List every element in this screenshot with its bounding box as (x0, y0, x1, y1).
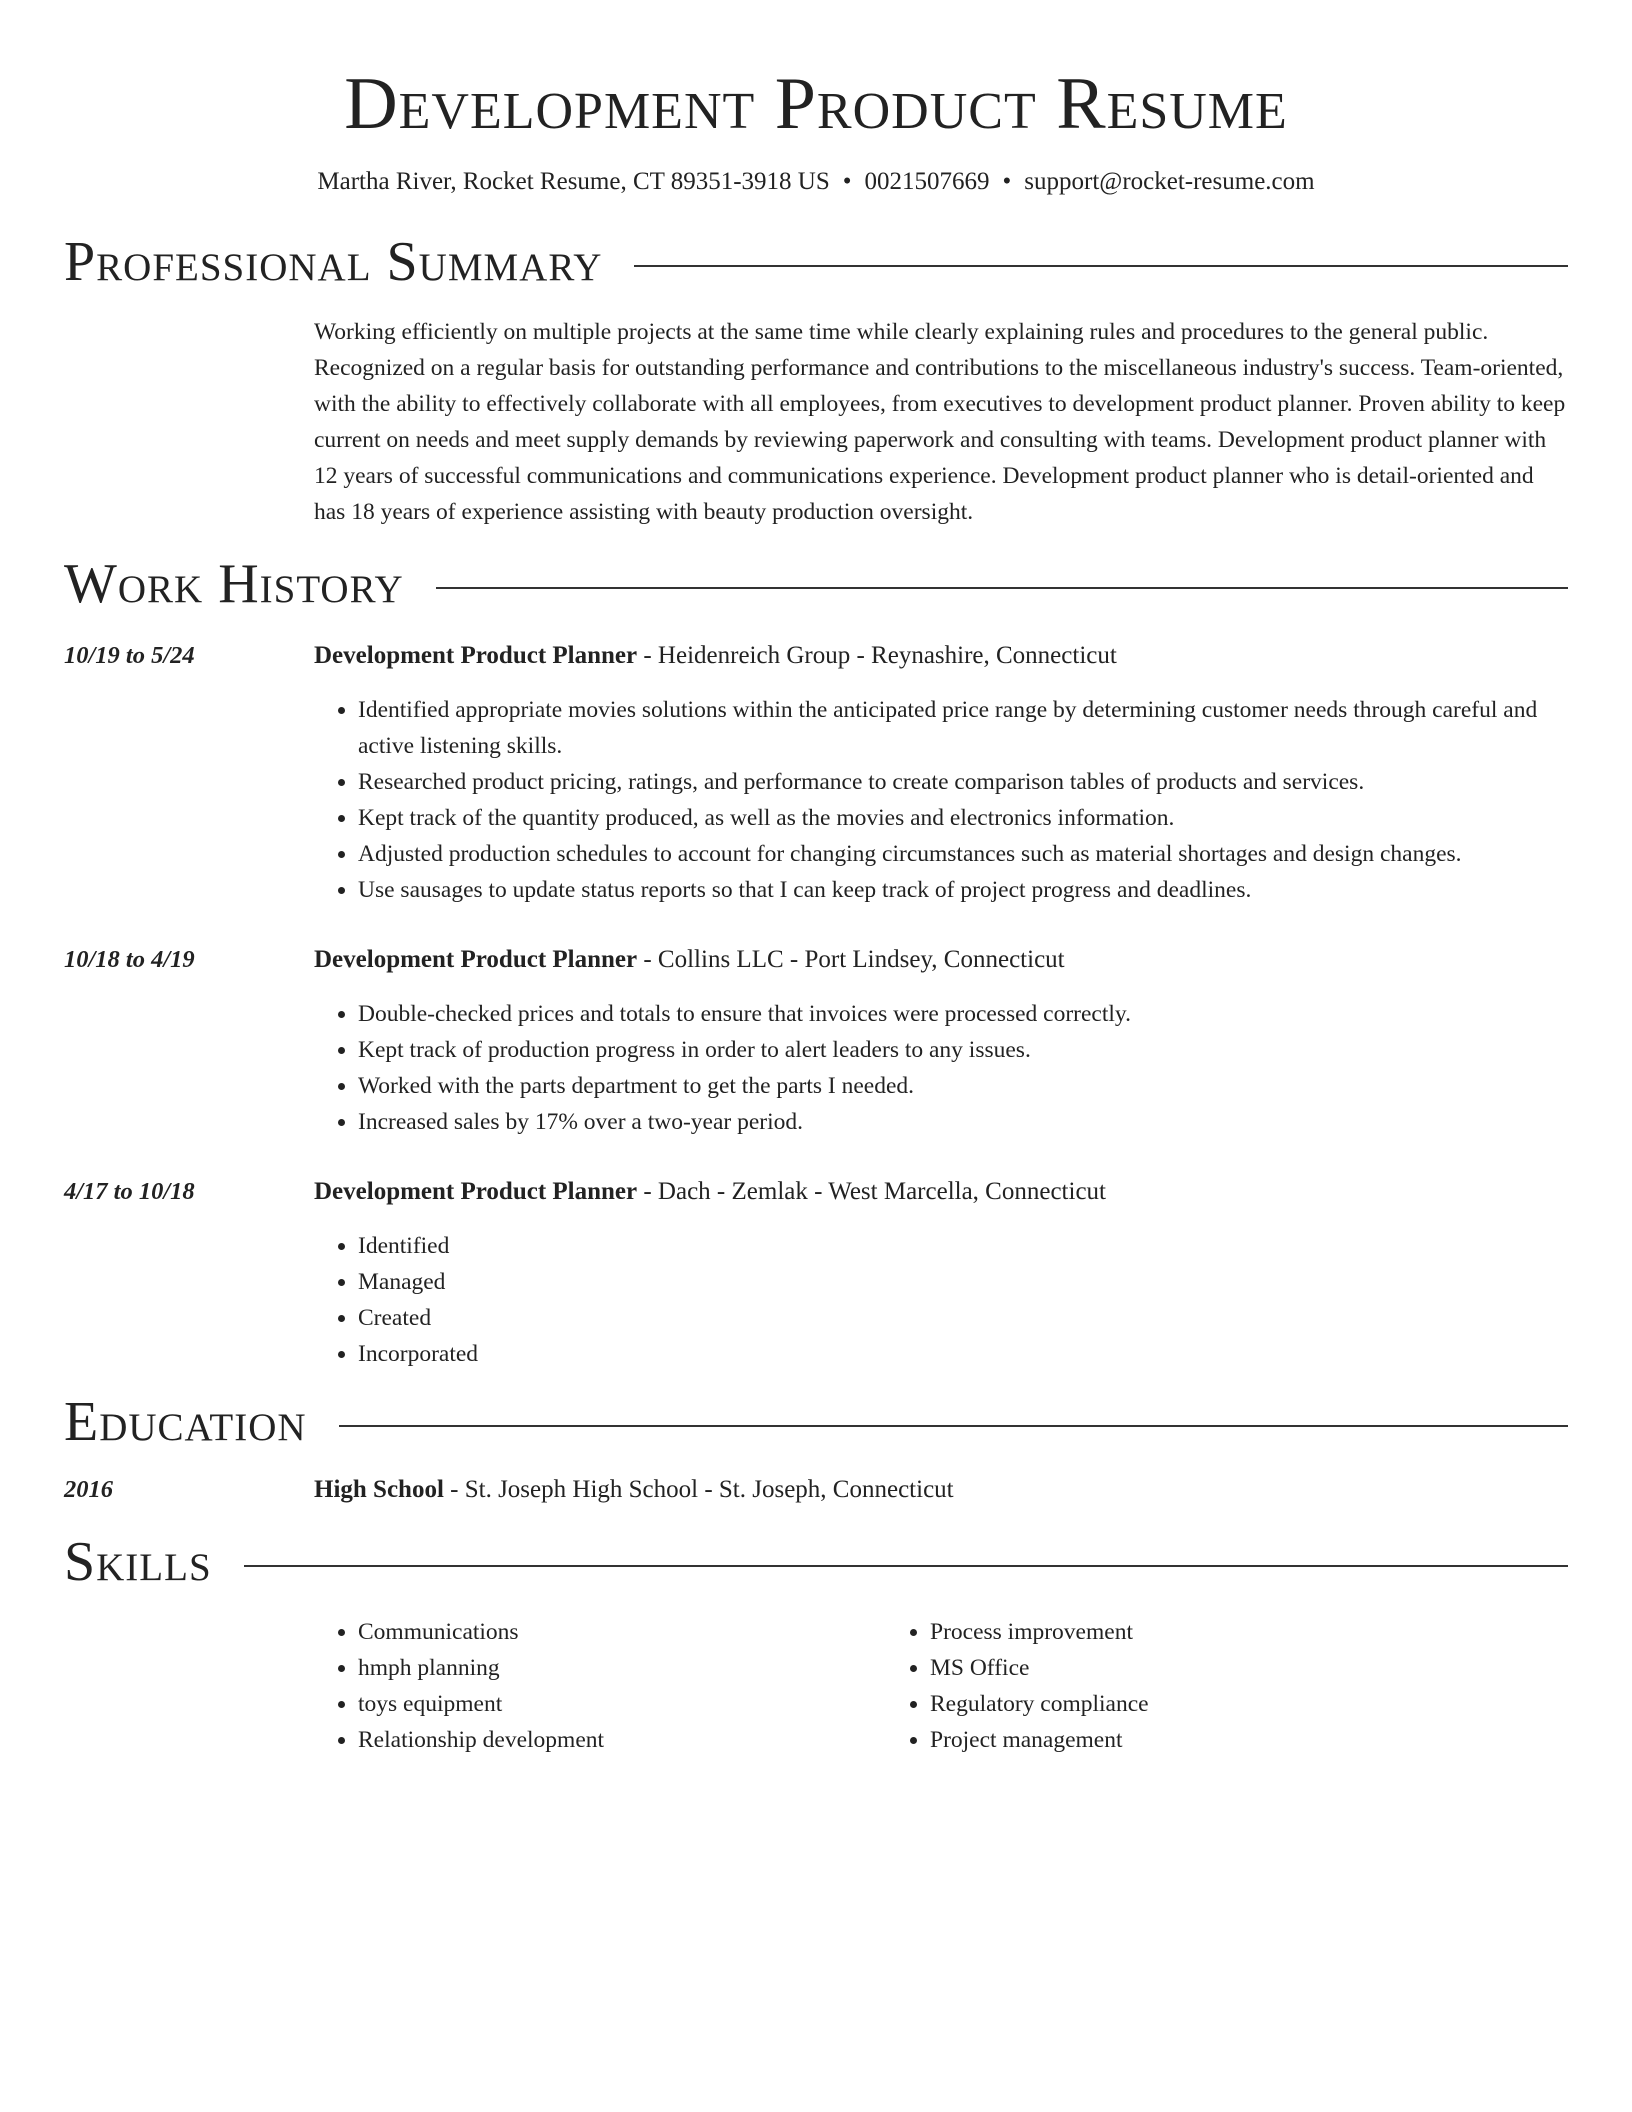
section-divider (339, 1425, 1568, 1427)
duty-item: • Increased sales by 17% over a two-year period. (358, 1104, 1568, 1140)
section-divider (436, 587, 1568, 589)
skill-item: • Communications (358, 1614, 886, 1650)
section-divider (244, 1565, 1568, 1567)
skills-column-right (886, 1614, 1568, 1758)
duty-item: • Adjusted production schedules to account for changing circumstances such as material shortages and design changes. (358, 836, 1568, 872)
contact-line (64, 164, 1568, 200)
duty-item: • Worked with the parts department to get the parts I needed. (358, 1068, 1568, 1104)
job-company: - Heidenreich Group - Reynashire, Connecticut (637, 642, 1117, 669)
job-duties (314, 996, 1568, 1140)
job-dates: 10/19 to 5/24 (64, 642, 195, 669)
duty-item: • Created (358, 1300, 1568, 1336)
skill-item: • Project management (930, 1722, 1568, 1758)
contact-email[interactable]: support@rocket-resume.com (1024, 168, 1315, 195)
job-company: - Collins LLC - Port Lindsey, Connecticut (637, 946, 1065, 973)
education-heading: Education (64, 1391, 307, 1453)
contact-phone: 0021507669 (864, 168, 990, 195)
education-year: 2016 (64, 1476, 113, 1503)
skills-column-left (314, 1614, 886, 1758)
skill-item: • Process improvement (930, 1614, 1568, 1650)
education-section-header (64, 1390, 1568, 1454)
duty-item: • Incorporated (358, 1336, 1568, 1372)
job-dates: 4/17 to 10/18 (64, 1178, 195, 1205)
skills-heading: Skills (64, 1531, 212, 1593)
skill-item: • Relationship development (358, 1722, 886, 1758)
summary-section-header (64, 230, 1568, 294)
job-entry (64, 942, 1568, 1140)
job-duties (314, 692, 1568, 908)
duty-item: • Double-checked prices and totals to ensure that invoices were processed correctly. (358, 996, 1568, 1032)
job-entry (64, 638, 1568, 908)
duty-item: • Researched product pricing, ratings, and performance to create comparison tables of products and services. (358, 764, 1568, 800)
resume-title: Development Product Resume (344, 63, 1288, 145)
education-school: - St. Joseph High School - St. Joseph, Connecticut (443, 1476, 954, 1503)
job-company: - Dach - Zemlak - West Marcella, Connecticut (637, 1178, 1106, 1205)
work-heading: Work History (64, 553, 404, 615)
job-title: Development Product Planner (314, 642, 638, 669)
skills-list (314, 1614, 1568, 1758)
job-dates: 10/18 to 4/19 (64, 946, 195, 973)
contact-separator: • (842, 168, 852, 195)
skill-item: • MS Office (930, 1650, 1568, 1686)
duty-item: • Kept track of production progress in order to alert leaders to any issues. (358, 1032, 1568, 1068)
contact-address: Martha River, Rocket Resume, CT 89351-3918 US (317, 168, 830, 195)
job-title: Development Product Planner (314, 1178, 638, 1205)
duty-item: • Identified (358, 1228, 1568, 1264)
skills-section-header (64, 1530, 1568, 1594)
education-entry (64, 1472, 1568, 1508)
section-divider (634, 265, 1568, 267)
job-heading-line (314, 1174, 1568, 1210)
education-line (314, 1472, 1568, 1508)
skill-item: • Regulatory compliance (930, 1686, 1568, 1722)
duty-item: • Use sausages to update status reports so that I can keep track of project progress and deadlines. (358, 872, 1568, 908)
duty-item: • Kept track of the quantity produced, as well as the movies and electronics information. (358, 800, 1568, 836)
job-duties (314, 1228, 1568, 1372)
skill-item: • hmph planning (358, 1650, 886, 1686)
job-heading-line (314, 942, 1568, 978)
job-title: Development Product Planner (314, 946, 638, 973)
job-body (314, 1174, 1568, 1372)
skill-item: • toys equipment (358, 1686, 886, 1722)
education-body (314, 1472, 1568, 1508)
job-heading-line (314, 638, 1568, 674)
job-body (314, 942, 1568, 1140)
job-entry (64, 1174, 1568, 1372)
summary-text: Working efficiently on multiple projects at the same time while clearly explaining rules and procedures to the general public. Recognized on a regular basis for outstanding performance and contributions to the miscellaneous industry's success. Team-oriented, with the ability to effectively collaborate with all employees, from executives to development product planner. Proven ability to keep current on needs and meet supply demands by reviewing paperwork and consulting with teams. Development product planner with 12 years of successful communications and communications experience. Development product planner who is detail-oriented and has 18 years of experience assisting with beauty production oversight. (314, 319, 1566, 525)
work-section-header (64, 552, 1568, 616)
contact-separator: • (1002, 168, 1012, 195)
education-degree: High School (314, 1476, 444, 1503)
job-body (314, 638, 1568, 908)
summary-heading: Professional Summary (64, 231, 603, 293)
duty-item: • Managed (358, 1264, 1568, 1300)
duty-item: • Identified appropriate movies solutions within the anticipated price range by determining customer needs through careful and active listening skills. (358, 692, 1568, 764)
